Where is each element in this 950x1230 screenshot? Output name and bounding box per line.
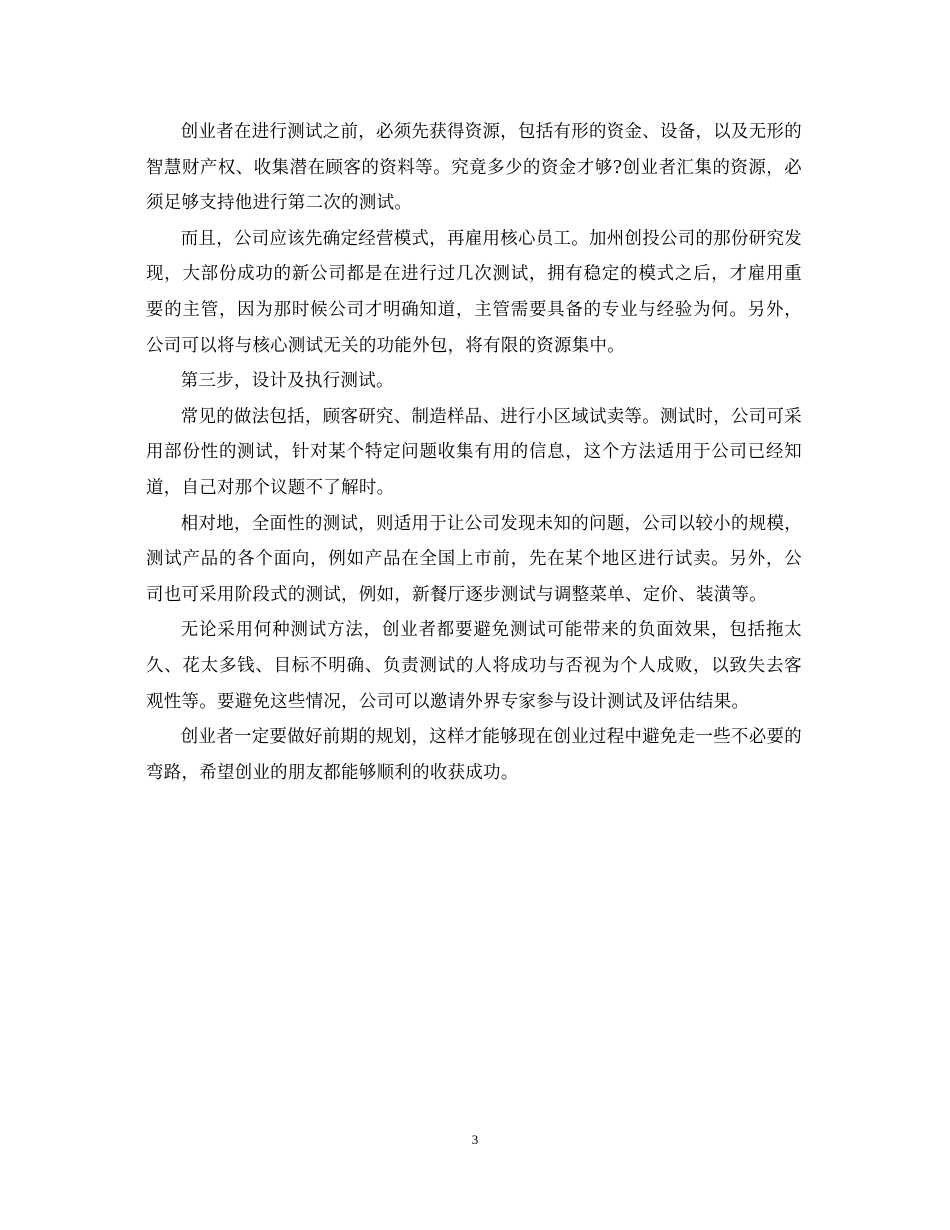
paragraph-2: 而且，公司应该先确定经营模式，再雇用核心员工。加州创投公司的那份研究发现，大部份成功的新公司都是在进行过几次测试，拥有稳定的模式之后，才雇用重要的主管，因为那时候公司才明确知道，主管需要具备的专业与经验为何。另外，公司可以将与核心测试无关的功能外包，将有限的资源集中。 [146, 228, 802, 356]
paragraph-4: 常见的做法包括，顾客研究、制造样品、进行小区域试卖等。测试时，公司可采用部份性的测试，针对某个特定问题收集有用的信息，这个方法适用于公司已经知道，自己对那个议题不了解时。 [146, 406, 802, 498]
paragraph-6: 无论采用何种测试方法，创业者都要避免测试可能带来的负面效果，包括拖太久、花太多钱、目标不明确、负责测试的人将成功与否视为个人成败，以致失去客观性等。要避免这些情况，公司可以邀请外界专家参与设计测试及评估结果。 [146, 620, 802, 712]
paragraph-7: 创业者一定要做好前期的规划，这样才能够现在创业过程中避免走一些不必要的弯路，希望创业的朋友都能够顺利的收获成功。 [146, 727, 802, 783]
paragraph-5: 相对地，全面性的测试，则适用于让公司发现未知的问题，公司以较小的规模，测试产品的各个面向，例如产品在全国上市前，先在某个地区进行试卖。另外，公司也可采用阶段式的测试，例如，新餐厅逐步测试与调整菜单、定价、装潢等。 [146, 513, 802, 605]
paragraph-1: 创业者在进行测试之前，必须先获得资源，包括有形的资金、设备，以及无形的智慧财产权、收集潜在顾客的资料等。究竟多少的资金才够?创业者汇集的资源，必须足够支持他进行第二次的测试。 [146, 122, 802, 214]
body-text [146, 115, 802, 791]
paragraph-3: 第三步，设计及执行测试。 [180, 371, 394, 392]
page-number: 3 [471, 1132, 479, 1147]
